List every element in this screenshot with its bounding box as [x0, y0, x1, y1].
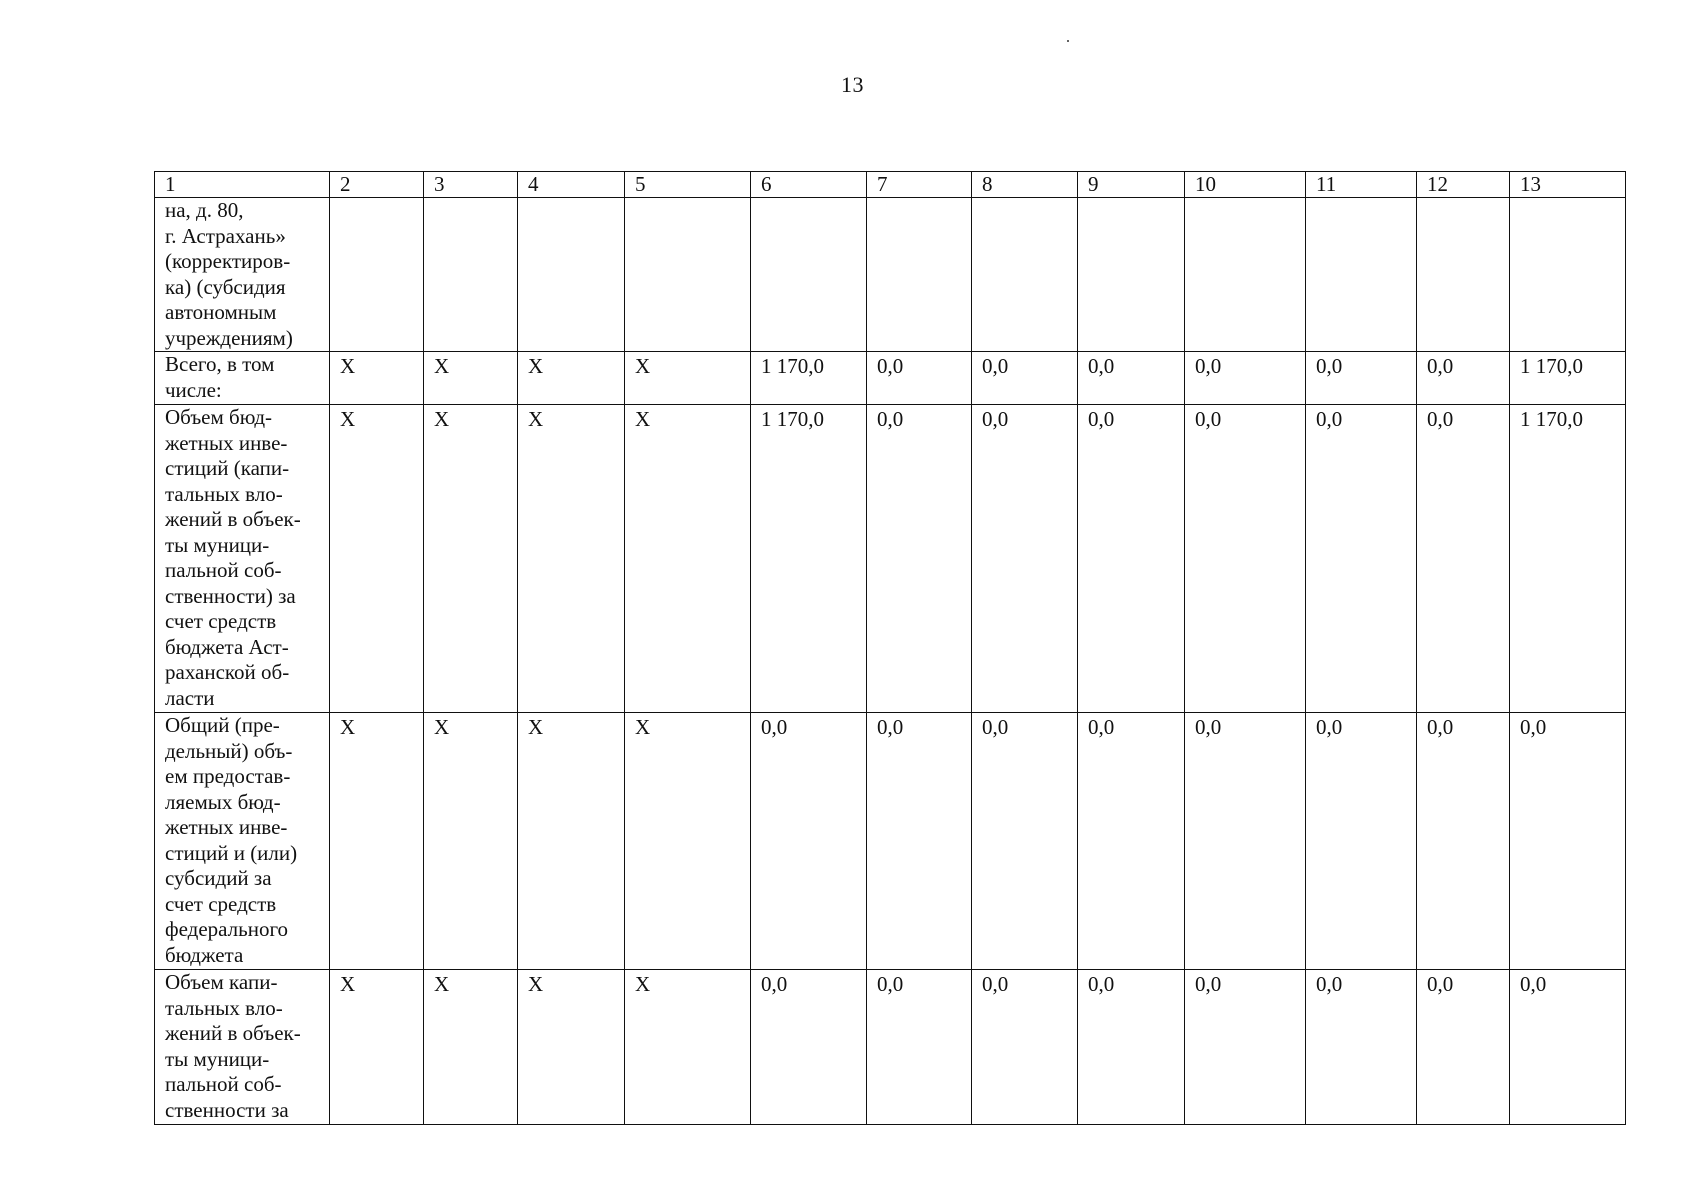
value-cell: 0,0	[1306, 970, 1417, 1125]
column-number-cell: 8	[972, 172, 1078, 198]
value-cell	[867, 198, 972, 352]
column-number-row	[155, 172, 1626, 198]
value-cell: 0,0	[751, 970, 867, 1125]
value-cell: X	[625, 352, 751, 405]
value-cell	[1078, 198, 1185, 352]
table-row	[155, 970, 1626, 1125]
value-cell: 0,0	[972, 405, 1078, 713]
value-cell: X	[424, 713, 518, 970]
value-cell: 0,0	[972, 352, 1078, 405]
value-cell	[1417, 198, 1510, 352]
row-description: на, д. 80, г. Астрахань» (корректиров- ка) (субсидия автономным учреждениям)	[155, 198, 330, 352]
value-cell: 0,0	[1078, 405, 1185, 713]
row-description: Объем капи- тальных вло- жений в объек- ты муници- пальной соб- ственности за	[155, 970, 330, 1125]
value-cell: 1 170,0	[1510, 352, 1626, 405]
value-cell: 0,0	[1185, 352, 1306, 405]
value-cell: X	[330, 352, 424, 405]
column-number-cell: 2	[330, 172, 424, 198]
value-cell: 0,0	[1078, 713, 1185, 970]
value-cell	[1306, 198, 1417, 352]
row-description: Общий (пре- дельный) объ- ем предостав- ляемых бюд- жетных инве- стиций и (или) субсидий за счет средств федерального бюджета	[155, 713, 330, 970]
table-row	[155, 405, 1626, 713]
value-cell: 0,0	[867, 352, 972, 405]
row-description: Объем бюд- жетных инве- стиций (капи- тальных вло- жений в объек- ты муници- пальной соб- ственности) за счет средств бюджета Аст- раханской об- ласти	[155, 405, 330, 713]
value-cell	[625, 198, 751, 352]
row-description: Всего, в том числе:	[155, 352, 330, 405]
value-cell	[424, 198, 518, 352]
column-number-cell: 5	[625, 172, 751, 198]
value-cell: X	[424, 405, 518, 713]
table-row	[155, 198, 1626, 352]
column-number-cell: 4	[518, 172, 625, 198]
value-cell: 0,0	[1417, 352, 1510, 405]
value-cell	[751, 198, 867, 352]
value-cell: 0,0	[1417, 405, 1510, 713]
column-number-cell: 3	[424, 172, 518, 198]
value-cell	[1185, 198, 1306, 352]
table-row	[155, 352, 1626, 405]
value-cell: 0,0	[1417, 713, 1510, 970]
value-cell	[330, 198, 424, 352]
value-cell: 0,0	[867, 713, 972, 970]
column-number-cell: 11	[1306, 172, 1417, 198]
column-number-cell: 9	[1078, 172, 1185, 198]
value-cell: 0,0	[1185, 970, 1306, 1125]
value-cell: 0,0	[1417, 970, 1510, 1125]
value-cell: X	[424, 352, 518, 405]
value-cell: 0,0	[972, 713, 1078, 970]
value-cell: X	[330, 970, 424, 1125]
value-cell: 0,0	[1306, 713, 1417, 970]
value-cell: 0,0	[867, 970, 972, 1125]
value-cell: 0,0	[972, 970, 1078, 1125]
value-cell: X	[518, 713, 625, 970]
value-cell: 0,0	[1510, 713, 1626, 970]
value-cell: X	[518, 405, 625, 713]
value-cell: 1 170,0	[1510, 405, 1626, 713]
value-cell: 0,0	[1185, 713, 1306, 970]
value-cell: 0,0	[867, 405, 972, 713]
value-cell	[1510, 198, 1626, 352]
value-cell: X	[625, 713, 751, 970]
value-cell: X	[625, 405, 751, 713]
value-cell: X	[518, 970, 625, 1125]
value-cell: X	[424, 970, 518, 1125]
value-cell: X	[330, 713, 424, 970]
value-cell: 0,0	[1078, 970, 1185, 1125]
column-number-cell: 6	[751, 172, 867, 198]
column-number-cell: 1	[155, 172, 330, 198]
value-cell: X	[330, 405, 424, 713]
page-number: 13	[841, 72, 864, 97]
column-number-cell: 12	[1417, 172, 1510, 198]
table-row	[155, 713, 1626, 970]
scan-speck	[1067, 40, 1069, 42]
value-cell: 1 170,0	[751, 352, 867, 405]
budget-table	[154, 171, 1626, 1125]
value-cell: X	[518, 352, 625, 405]
value-cell: X	[625, 970, 751, 1125]
value-cell: 0,0	[1306, 405, 1417, 713]
value-cell: 0,0	[1306, 352, 1417, 405]
value-cell	[518, 198, 625, 352]
value-cell: 0,0	[1078, 352, 1185, 405]
column-number-cell: 10	[1185, 172, 1306, 198]
column-number-cell: 7	[867, 172, 972, 198]
value-cell	[972, 198, 1078, 352]
column-number-cell: 13	[1510, 172, 1626, 198]
value-cell: 1 170,0	[751, 405, 867, 713]
value-cell: 0,0	[751, 713, 867, 970]
value-cell: 0,0	[1510, 970, 1626, 1125]
value-cell: 0,0	[1185, 405, 1306, 713]
